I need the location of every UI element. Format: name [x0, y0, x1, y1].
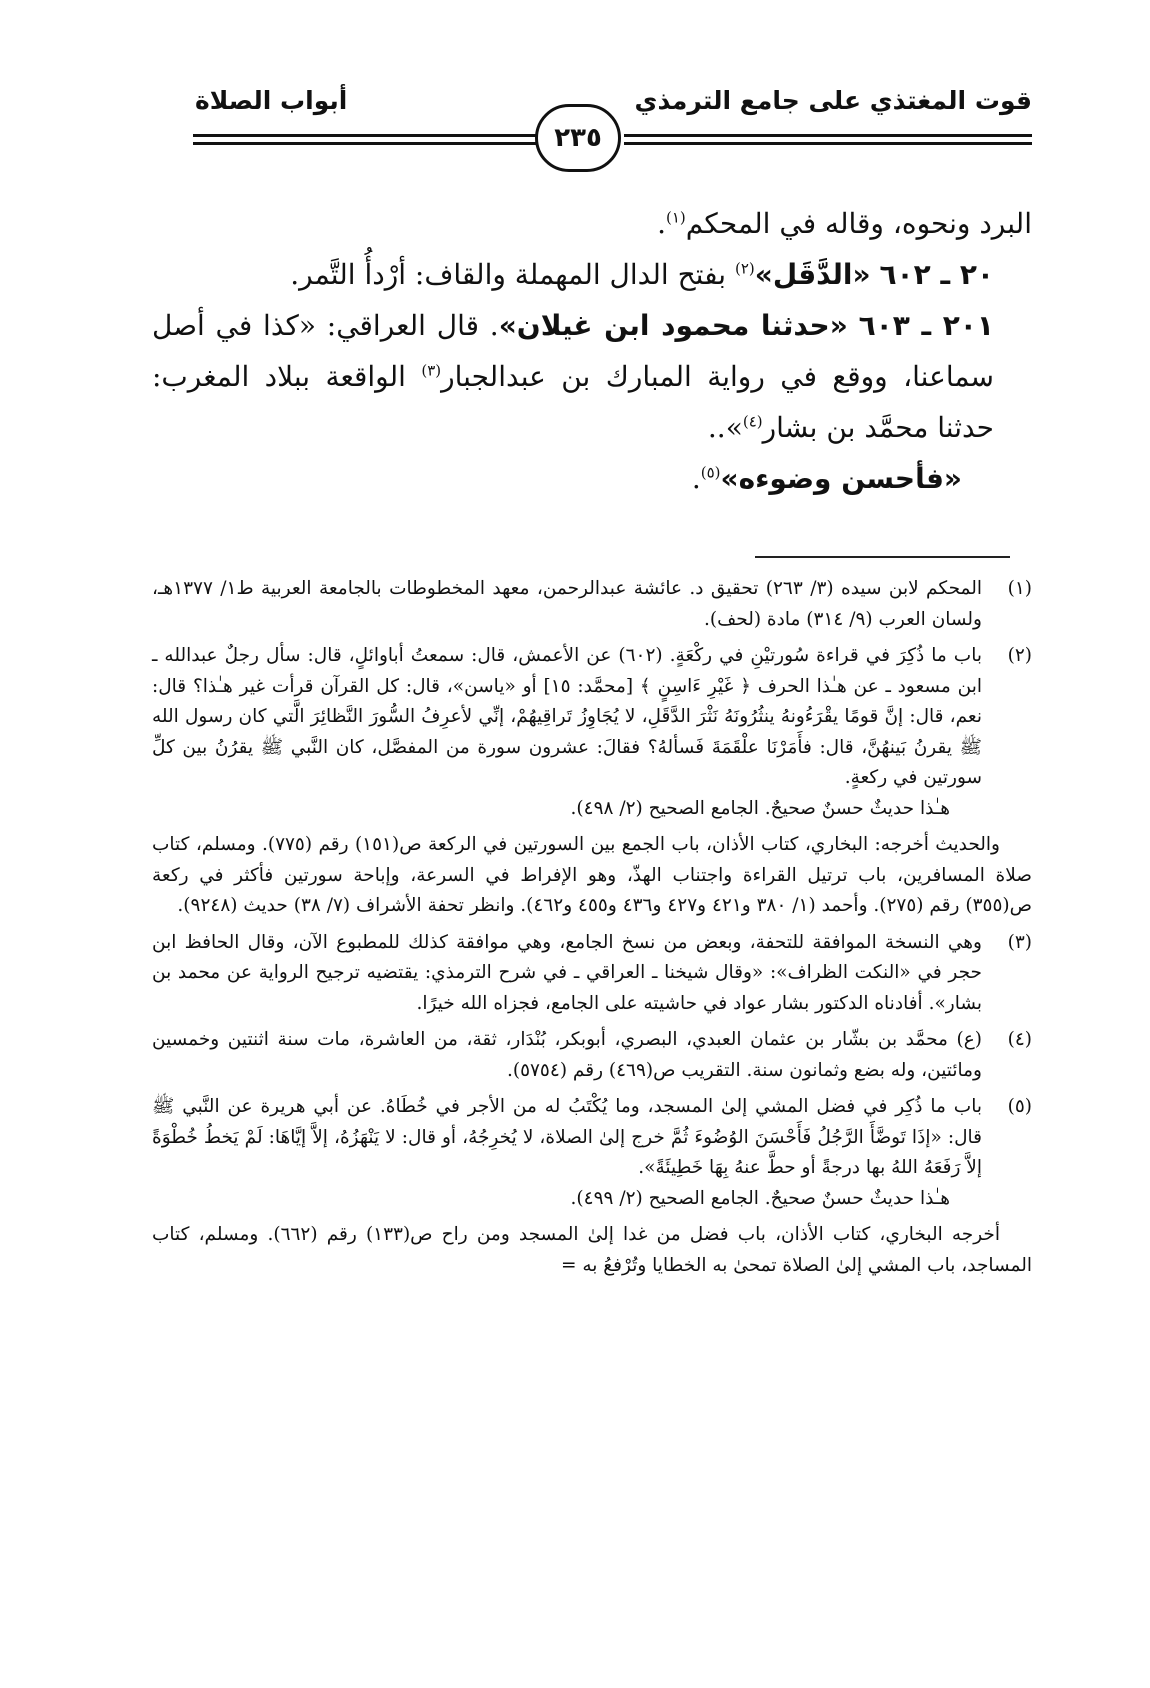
header-rule-right — [624, 134, 1032, 145]
entry-term: «حدثنا محمود ابن غيلان» — [498, 309, 848, 342]
footnote-2 — [152, 641, 1032, 824]
footnote-text: وهي النسخة الموافقة للتحفة، وبعض من نسخ الجامع، وهي موافقة كذلك للمطبوع الآن، وقال الحافظ ابن حجر في «النكت الظراف»: «وقال شيخنا ـ العراقي ـ في شرح الترمذي: يقتضيه ترجيح الرواية عن محمد بن بشار». أفادناه الدكتور بشار عواد في حاشيته على الجامع، فجزاه الله خيرًا. — [152, 931, 982, 1014]
entry-number: ٢٠١ ـ ٦٠٣ — [858, 309, 994, 342]
footnote-number: (٢) — [1007, 645, 1032, 666]
header-rule-left — [193, 134, 538, 145]
footnote-5 — [152, 1092, 1032, 1214]
footnote-3 — [152, 928, 1032, 1020]
footnote-grading: هـٰذا حديثٌ حسنٌ صحيحٌ. الجامع الصحيح (٢/ ٤٩٩). — [570, 1187, 950, 1209]
page-number: ٢٣٥ — [535, 104, 621, 172]
footnote-ref[interactable]: (٣) — [421, 361, 442, 380]
entry-term: «فأحسن وضوءه» — [720, 462, 962, 495]
footnote-number: (٣) — [1007, 931, 1032, 953]
entry-wudu: «فأحسن وضوءه»$^{(٥)}$. — [691, 462, 962, 495]
footnotes — [152, 574, 1032, 1281]
footnote-ref[interactable]: (٤) — [742, 412, 763, 431]
footnote-2-continuation: والحديث أخرجه: البخاري، كتاب الأذان، باب الجمع بين السورتين في الركعة ص(١٥١) رقم (٧٧٥). ومسلم، كتاب صلاة المسافرين، باب ترتيل القراءة واجتناب الهذّ، وهو الإفراط في السرعة، وإباحة سورتين فأكثر في ركعة ص(٣٥٥) رقم (٢٧٥). وأحمد (١/ ٣٨٠ و٤٢١ و٤٢٧ و٤٣٦ و٤٥٥ و٤٦٢). وانظر تحفة الأشراف (٧/ ٣٨) حديث (٩٢٤٨). — [152, 834, 1032, 916]
footnote-4 — [152, 1025, 1032, 1086]
footnote-ref[interactable]: (٥) — [700, 463, 721, 482]
book-title: قوت المغتذي على جامع الترمذي — [634, 86, 1032, 115]
entry-number: ٢٠ ـ ٦٠٢ — [879, 258, 994, 291]
footnote-1 — [152, 574, 1032, 635]
footnote-ref[interactable]: (١) — [666, 208, 686, 227]
footnote-number: (١) — [1007, 578, 1032, 599]
footnote-number: (٥) — [1007, 1096, 1032, 1117]
section-title: أبواب الصلاة — [195, 86, 348, 115]
footnote-text: (ع) محمَّد بن بشّار بن عثمان العبدي، البصري، أبوبكر، بُنْدَار، ثقة، من العاشرة، مات سنة اثنتين وخمسين ومائتين، وله بضع وثمانون سنة. التقريب ص(٤٦٩) رقم (٥٧٥٤). — [152, 1029, 982, 1081]
footnote-number: (٤) — [1007, 1029, 1032, 1050]
main-text — [152, 198, 1032, 504]
entry-602: ٢٠ ـ ٦٠٢ «الدَّقَل»$^{(٢)}$ بفتح الدال المهملة والقاف: أرْدأُ التَّمر. — [290, 258, 994, 291]
footnote-text: باب ما ذُكِر في فضل المشي إلىٰ المسجد، وما يُكْتَبُ له من الأجر في خُطَاهُ. عن أبي هريرة عن النَّبي ﷺ قال: «إذَا تَوضَّأَ الرَّجُلُ فَأَحْسَنَ الوُضُوءَ ثُمَّ خرج إلىٰ الصلاة، لا يُخرِجُهُ، أو قال: لا يَنْهَزُهُ، إلاَّ إيَّاهَا: لَمْ يَخطُ خُطْوَةً إلاَّ رَفَعَهُ اللهُ بها درجةً أو حطَّ عنهُ بِهَا خَطِيئَةً». — [152, 1096, 982, 1178]
footnote-text: المحكم لابن سيده (٣/ ٢٦٣) تحقيق د. عائشة عبدالرحمن، معهد المخطوطات بالجامعة العربية ط١/ ١٣٧٧هـ، ولسان العرب (٩/ ٣١٤) مادة (لحف). — [152, 578, 983, 630]
footnote-5-continuation: أخرجه البخاري، كتاب الأذان، باب فضل من غدا إلىٰ المسجد ومن راح ص(١٣٣) رقم (٦٦٢). ومسلم، كتاب المساجد، باب المشي إلىٰ الصلاة تمحىٰ به الخطايا وتُرْفعُ به = — [152, 1224, 1032, 1276]
footnote-grading: هـٰذا حديثٌ حسنٌ صحيحٌ. الجامع الصحيح (٢/ ٤٩٨). — [570, 797, 950, 819]
footnote-separator — [755, 556, 1010, 558]
footnote-ref[interactable]: (٢) — [734, 259, 755, 278]
main-line-1: البرد ونحوه، وقاله في المحكم$^{(١)}$. — [657, 207, 1032, 240]
entry-term: «الدَّقَل» — [754, 258, 871, 291]
footnote-text: باب ما ذُكِرَ في قراءة سُورتيْنِ في ركْعَةٍ. (٦٠٢) عن الأعمش، قال: سمعتُ أباوائلٍ، قال: سأل رجلٌ عبدالله ـ ابن مسعود ـ عن هـٰذا الحرف ﴿ غَيْرِ ءَاسِنٍ ﴾ [محمَّد: ١٥] أو «ياسن»، قال: كل القرآن قرأت غير هـٰذا؟ قال: نعم، قال: إنَّ قومًا يقْرَءُونهُ ينثُرُونَهُ نَثْرَ الدَّقَلِ، لا يُجَاوِزُ تَراقِيهُمْ، إنِّي لأعرِفُ السُّورَ النَّظائِرَ الَّتي كان رسول الله ﷺ يقرنُ بَينهُنَّ، قال: فأَمَرْنَا علْقَمَةَ فَسألهُ؟ فقالَ: عشرون سورة من المفصَّل، كان النَّبي ﷺ يقرُنُ بين كلِّ سورتين في ركعةٍ. — [152, 645, 983, 788]
entry-603: ٢٠١ ـ ٦٠٣ «حدثنا محمود ابن غيلان». قال العراقي: «كذا في أصل سماعنا، ووقع في رواية المبارك بن عبدالجبار$^{(٣)}$ الواقعة ببلاد المغرب: حدثنا محمَّد بن بشار$^{(٤)}$».. — [152, 309, 995, 444]
